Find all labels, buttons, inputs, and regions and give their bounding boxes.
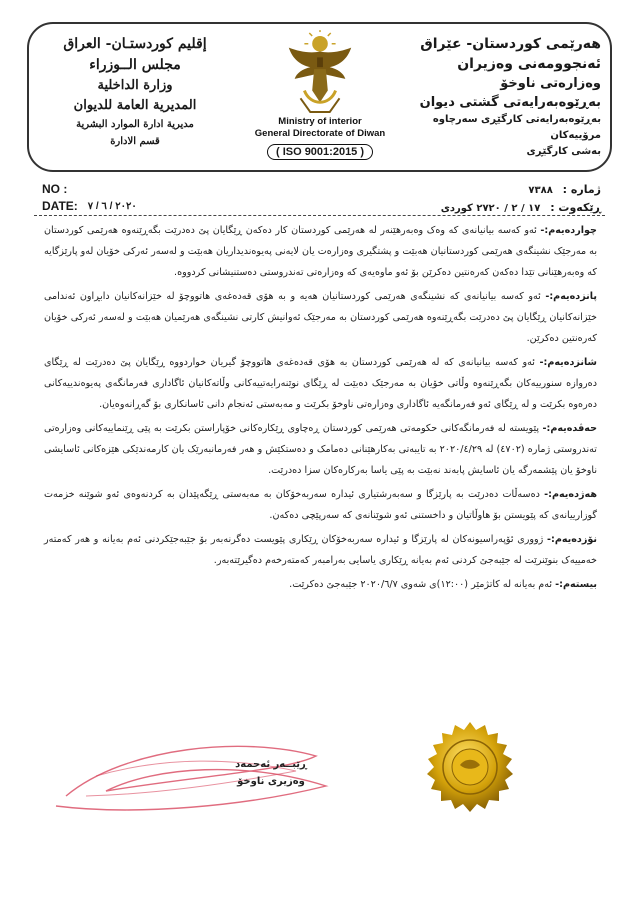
- letter-body: [44, 220, 597, 598]
- hr-directorate-kurdish: بەڕێوەبەرایەتی کارگێڕی سەرچاوە مرۆییەکان: [432, 114, 601, 141]
- directorate-arabic: المديرية العامة للديوان: [73, 98, 197, 113]
- region-kurdish: هەرێمی کوردستان- عێراق: [420, 36, 601, 52]
- zhmara-label: ژمارە :: [562, 183, 601, 196]
- paragraph-label: بیستەم:-: [555, 579, 597, 590]
- iso-badge: ( ISO 9001:2015 ): [267, 144, 373, 160]
- ministry-english: Ministry of interior: [278, 116, 362, 127]
- admin-section-kurdish: بەشی کارگێڕی: [526, 146, 601, 157]
- letterhead-center: [245, 30, 395, 160]
- council-arabic: مجلس الــوزراء: [89, 57, 181, 73]
- ministry-kurdish: وەزارەتی ناوخۆ: [500, 76, 601, 91]
- paragraph-label: هەژدەیەم:-: [544, 489, 597, 500]
- signature-block: [46, 736, 346, 826]
- official-seal-icon: [420, 720, 520, 820]
- paragraph-text: ئەم بەیانە لە کاتژمێر (١٢:٠٠)ی شەوی ٢٠٢٠/٦/٧ جێبەجێ دەکرێت.: [289, 579, 553, 590]
- paragraph-label: حەڤدەیەم:-: [542, 423, 597, 434]
- header-divider: [34, 215, 605, 216]
- reference-date: [42, 198, 272, 215]
- directorate-kurdish: بەڕێوەبەرایەتی گشتی دیوان: [419, 95, 601, 110]
- letterhead-kurdish: [391, 34, 601, 160]
- paragraph-label: پانزدەیەم:-: [545, 291, 597, 302]
- paragraph-text: ئەو کەسە بیانیانەی کە وەک وەبەرهێنەر لە هەرێمی کوردستان کار دەکەن ڕێگایان پێ دەدرێت بگەڕێنەوە هەرێمی کوردستان بە مەرجێک نشینگەی هەرێمی کوردستانیان هەبێت و پشتگیری وەزارەت یان لایەنی پەیوەندیداریان هەبێت و لەسەر ئەرکی خۆیان لەو پارێزگایە کە وەبەرهێنانی تێدا دەکەن کەرەنتین دەکرێن بۆ ئەو ماوەیەی کە وەزارەتی تەندروستی دەستنیشانی کردووە.: [44, 225, 597, 278]
- no-label: NO :: [42, 182, 68, 196]
- date-label: DATE:: [42, 199, 78, 213]
- paragraph-19: [44, 529, 597, 571]
- paragraph-18: [44, 484, 597, 526]
- kurdistan-emblem-icon: [281, 30, 359, 116]
- zhmara-value: ٧٣٨٨: [528, 185, 553, 196]
- signatory-name: ڕێبــەر ئەحمەد: [235, 759, 307, 770]
- signatory-title: وەزیری ناوخۆ: [237, 776, 305, 787]
- ministry-arabic: وزارة الداخلية: [97, 78, 173, 93]
- reference-english: [42, 181, 272, 215]
- paragraph-17: [44, 418, 597, 481]
- paragraph-label: نۆزدەیەم:-: [547, 534, 597, 545]
- reference-number: [42, 181, 272, 198]
- paragraph-text: ژووری ئۆپەراسیونەکان لە پارێزگا و ئیدارە سەربەخۆکان ڕێکاری پێویست دەگرنەبەر بۆ جێبەجێکردنی ئەم بەیانە و هەر کەمتەر خەمییەک بنوێنرێت لە جێبەجێ کردنی ئەم بەیانە ڕێکاری یاسایی بەرامبەر کەمتەرخەم دەگیرێتەبەر.: [44, 534, 597, 566]
- admin-section-arabic: قسم الادارة: [110, 136, 160, 147]
- signatory: [216, 756, 326, 790]
- rekawt-value: ١٧ / ٢ / ٢٧٢٠ کوردی: [440, 203, 541, 214]
- reference-kurdish: [341, 181, 601, 217]
- paragraph-text: پێویستە لە فەرمانگەکانی حکومەتی هەرێمی کوردستان ڕەچاوی ڕێکارەکانی خۆپاراستن بکرێت بە پێی ڕێنماییەکانی وەزارەتی تەندروستی ژمارە (٤٧٠٢) لە ٢٠٢٠/٤/٢٩ بە تایبەتی بەکارهێنانی دەمامک و دەستکێش و هەر فەرمانبەرێک یان کارمەندێکی هێزەکانی ئاسایشی ناوخۆ یان پێشمەرگە یان ئاسایش پابەند نەبێت بە پێی یاسا بەرکارەکان سزا دەدرێت.: [44, 423, 597, 476]
- paragraph-text: ئەو کەسە بیانیانەی کە لە هەرێمی کوردستان بە هۆی قەدەغەی هاتووچۆ گیریان خواردووە ڕێگایان پێ دەدرێت لە ڕێگای دەروازە سنورییەکان بگەڕێنەوە وڵاتی خۆیان بە مەرجێک دەبێت لە ڕێگای نوێنەرایەتییەکانی وڵاتەکانیان ئاگاداری فەرمانگەی پەیوەندییەکانی دەرەوە بکرێت و لە ڕێگای ئەو فەرمانگەیە ئاگاداری وەزارەتی ناوخۆ بکرێت و مەبەستی ئەنجام دانی ئاسانکاری بۆ گەڕانەوەیان.: [44, 357, 597, 410]
- directorate-english: General Directorate of Diwan: [254, 128, 386, 139]
- date-value: ٢٠٢٠ / ٦ / ٧: [87, 201, 137, 212]
- paragraph-label: شانزدەیەم:-: [539, 357, 597, 368]
- zhmara-row: [341, 181, 601, 199]
- paragraph-text: ئەو کەسە بیانیانەی کە نشینگەی هەرێمی کوردستانیان هەیە و بە هۆی قەدەغەی هاتووچۆ لە خێزانەکانیان دابڕاون ئەندامی خێزانەکانیان ڕێگایان پێ دەدرێت بگەڕێنەوە هەرێمی کوردستان بە مەرجێک ئەوانیش کارتی نشینگەی هەرێمیان هەبێت و لەسەر ئەرکی خۆیان کەرەنتین دەکرێن.: [44, 291, 597, 344]
- paragraph-14: [44, 220, 597, 283]
- hr-directorate-arabic: مديرية ادارة الموارد البشرية: [76, 119, 194, 130]
- paragraph-15: [44, 286, 597, 349]
- paragraph-label: چواردەیەم:-: [540, 225, 597, 236]
- council-kurdish: ئەنجوومەنی وەزیران: [457, 56, 601, 72]
- paragraph-16: [44, 352, 597, 415]
- region-arabic: إقليم كوردستـان- العراق: [63, 36, 207, 52]
- paragraph-20: [44, 574, 597, 595]
- rekawt-label: ڕێکەوت :: [550, 201, 601, 214]
- letterhead-arabic: [40, 34, 230, 150]
- paragraph-text: دەسەڵات دەدرێت بە پارێزگا و سەبەرشتیاری ئیدارە سەربەخۆکان بە مەبەستی ڕێگەپێدان بە کردنەوەی ئەو شوێنە خزمەت گوزارییانەی کە پێویستن بۆ هاوڵاتیان و داخستنی ئەو شوێنانەی کە سەرپێچی دەکەن.: [44, 489, 597, 521]
